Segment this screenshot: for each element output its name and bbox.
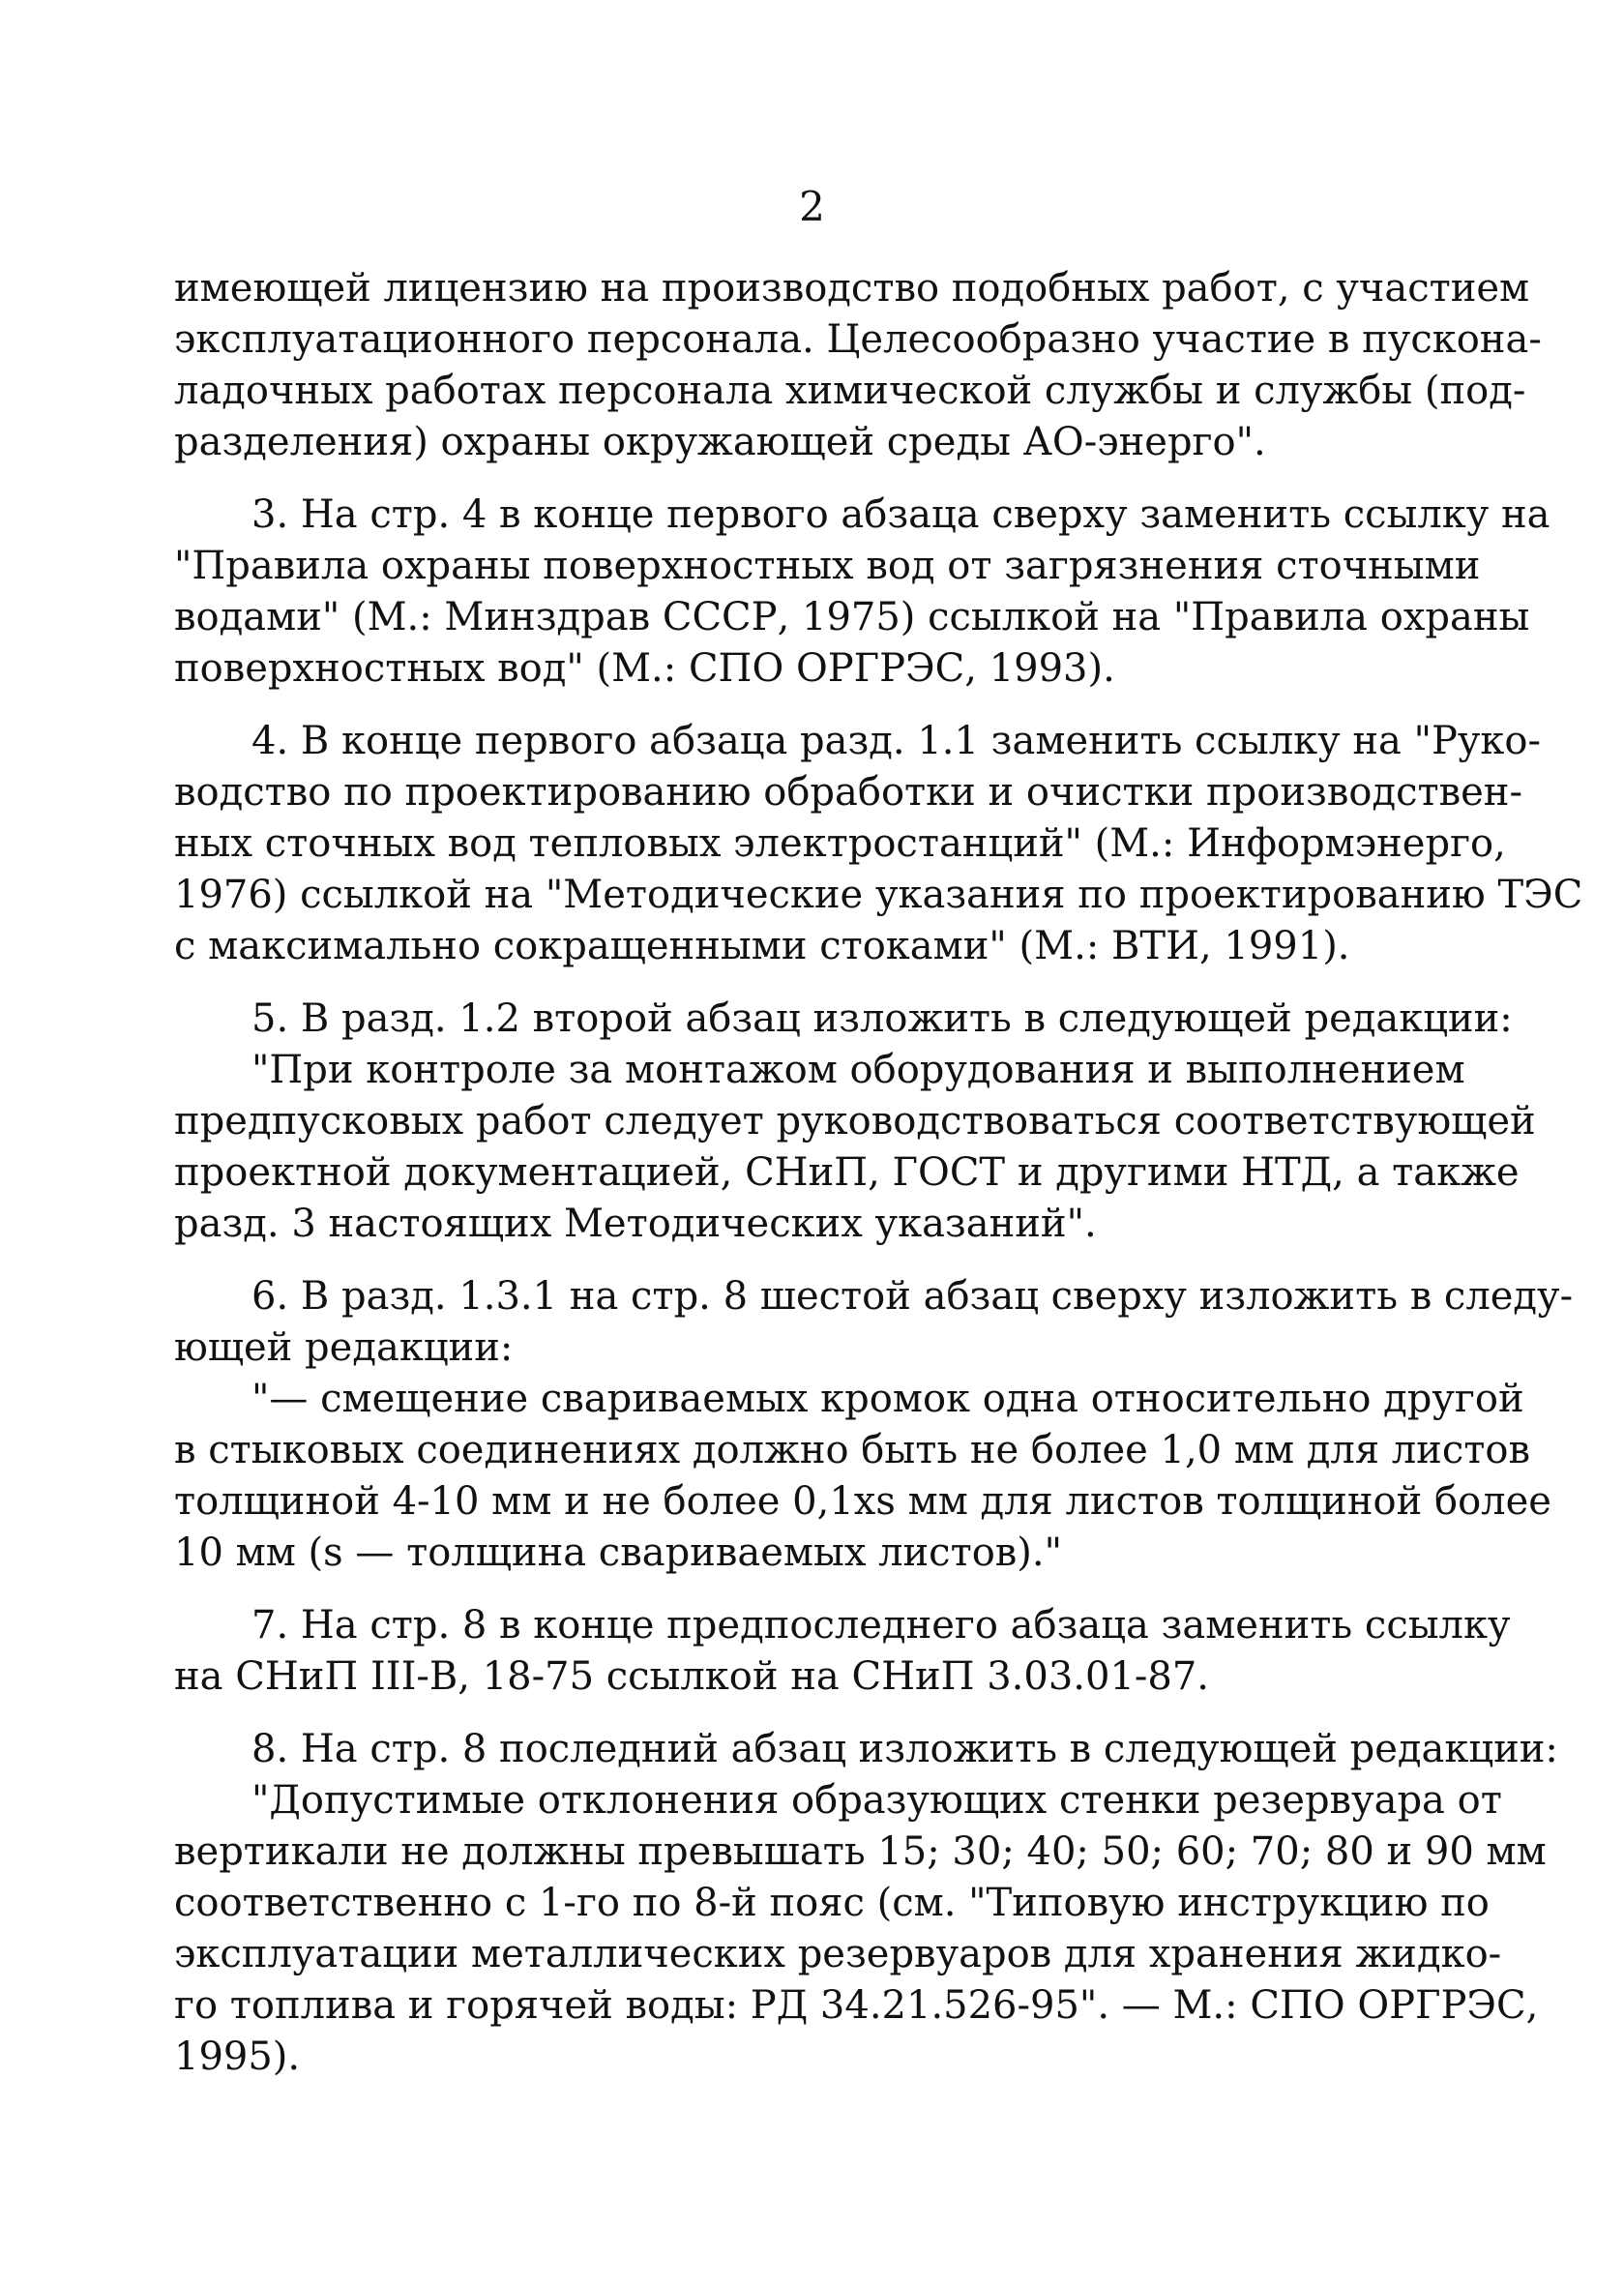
text-line: водство по проектированию обработки и очистки производствен- [174,770,1522,815]
page-number: 2 [799,183,825,230]
text-line: в стыковых соединениях должно быть не более 1,0 мм для листов [174,1428,1530,1472]
paragraph-item-4 [174,716,1583,972]
text-line: "Допустимые отклонения образующих стенки резервуара от [251,1778,1502,1823]
text-line: толщиной 4-10 мм и не более 0,1xs мм для листов толщиной более [174,1479,1551,1524]
text-line: разделения) охраны окружающей среды АО-энерго". [174,420,1266,464]
text-line: 8. На стр. 8 последний абзац изложить в следующей редакции: [251,1727,1558,1771]
text-line: 4. В конце первого абзаца разд. 1.1 заменить ссылку на "Руко- [251,719,1542,763]
text-line: соответственно с 1-го по 8-й пояс (см. "Типовую инструкцию по [174,1881,1490,1925]
text-line: 10 мм (s — толщина свариваемых листов)." [174,1530,1063,1575]
document-body [174,263,1583,2104]
text-line: "Правила охраны поверхностных вод от загрязнения сточными [174,544,1481,588]
text-line: поверхностных вод" (М.: СПО ОРГРЭС, 1993). [174,646,1115,691]
text-line: предпусковых работ следует руководствоваться соответствующей [174,1099,1536,1144]
text-line: ных сточных вод тепловых электростанций" (М.: Информэнерго, [174,821,1506,866]
text-line: 5. В разд. 1.2 второй абзац изложить в следующей редакции: [251,996,1513,1041]
text-line: вертикали не должны превышать 15; 30; 40; 50; 60; 70; 80 и 90 мм [174,1829,1547,1874]
text-line: на СНиП III-В, 18-75 ссылкой на СНиП 3.03.01-87. [174,1654,1210,1699]
text-line: водами" (М.: Минздрав СССР, 1975) ссылкой на "Правила охраны [174,595,1530,639]
text-line: ладочных работах персонала химической службы и службы (под- [174,369,1526,413]
text-line: эксплуатационного персонала. Целесообразно участие в пускона- [174,317,1542,362]
text-line: 1976) ссылкой на "Методические указания по проектированию ТЭС [174,873,1583,917]
paragraph-item-6 [174,1271,1574,1579]
paragraph-item-3 [174,490,1550,695]
text-line: го топлива и горячей воды: РД 34.21.526-95". — М.: СПО ОРГРЭС, [174,1983,1539,2028]
text-line: "— смещение свариваемых кромок одна относительно другой [251,1377,1524,1421]
paragraph-item-8 [174,1724,1558,2083]
text-line: "При контроле за монтажом оборудования и выполнением [251,1048,1465,1092]
paragraph-continuation [174,263,1542,468]
text-line: 7. На стр. 8 в конце предпоследнего абзаца заменить ссылку [251,1603,1511,1648]
text-line: имеющей лицензию на производство подобных работ, с участием [174,266,1530,311]
paragraph-item-5 [174,994,1536,1250]
text-line: проектной документацией, СНиП, ГОСТ и другими НТД, а также [174,1150,1520,1195]
text-line: 1995). [174,2035,301,2079]
text-line: эксплуатации металлических резервуаров для хранения жидко- [174,1932,1502,1976]
text-line: с максимально сокращенными стоками" (М.: ВТИ, 1991). [174,924,1350,968]
paragraph-item-7 [174,1600,1511,1703]
text-line: 6. В разд. 1.3.1 на стр. 8 шестой абзац сверху изложить в следу- [251,1274,1574,1319]
text-line: 3. На стр. 4 в конце первого абзаца сверху заменить ссылку на [251,492,1550,537]
text-line: разд. 3 настоящих Методических указаний". [174,1202,1097,1246]
text-line: ющей редакции: [174,1325,514,1370]
